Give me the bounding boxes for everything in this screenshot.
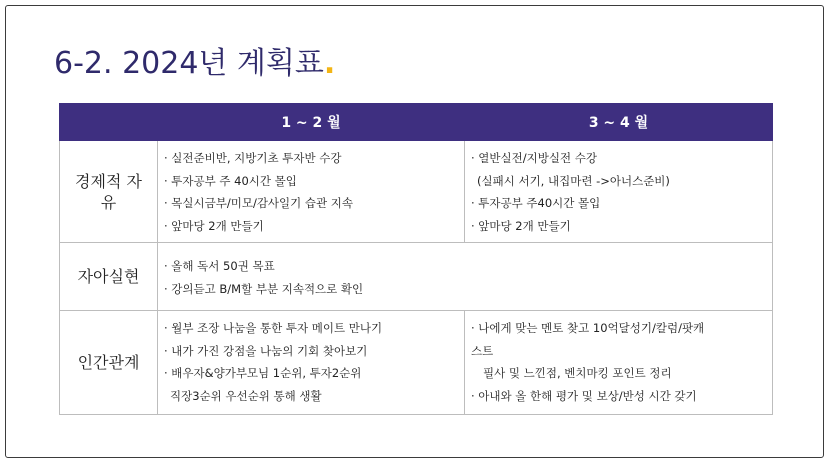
header-empty (60, 104, 158, 141)
list-item: · 앞마당 2개 만들기 (471, 218, 571, 233)
cell-economic-mar-apr (465, 141, 773, 243)
list-item: · 아내와 올 한해 평가 및 보상/반성 시간 갖기 (471, 388, 697, 403)
list-item: · 올해 독서 50권 목표 (164, 259, 275, 273)
list-item: · 목실시금부/미모/감사일기 습관 지속 (164, 196, 354, 210)
row-label-self-realization: 자아실현 (60, 243, 158, 311)
header-jan-feb: 1 ~ 2 월 (158, 104, 465, 141)
list-item: · 투자공부 주40시간 몰입 (471, 196, 601, 210)
title-accent-dot: . (323, 46, 336, 81)
table-row-relationships (60, 311, 773, 415)
list-item: · 내가 가진 강점을 나눔의 기회 찾아보기 (164, 343, 368, 358)
list-item: 직장3순위 우선순위 통해 생활 (170, 388, 322, 403)
page-title (54, 38, 335, 82)
cell-self-realization (158, 243, 773, 311)
table-row-self-realization (60, 243, 773, 311)
list-item: · 월부 조장 나눔을 통한 투자 메이트 만나기 (164, 321, 383, 335)
list-item: · 투자공부 주 40시간 몰입 (164, 173, 297, 188)
row-label-economic-freedom: 경제적 자유 (60, 141, 158, 243)
title-text: 6-2. 2024년 계획표 (54, 46, 324, 81)
list-item: · 강의듣고 B/M할 부분 지속적으로 확인 (164, 281, 364, 296)
cell-relationships-mar-apr (465, 311, 773, 415)
cell-relationships-jan-feb (158, 311, 465, 415)
row-label-relationships: 인간관계 (60, 311, 158, 415)
list-item: 필사 및 느낀점, 벤치마킹 포인트 정리 (483, 366, 672, 380)
list-item: · 앞마당 2개 만들기 (164, 218, 264, 233)
list-item: · 실전준비반, 지방기초 투자반 수강 (164, 151, 342, 165)
list-item: · 나에게 맞는 멘토 찾고 10억달성기/칼럼/팟캐 (471, 321, 705, 335)
plan-table (59, 103, 773, 415)
table-row-economic (60, 141, 773, 243)
list-item: · 배우자&양가부모님 1순위, 투자2순위 (164, 366, 362, 380)
list-item: · 열반실전/지방실전 수강 (471, 151, 597, 165)
header-mar-apr: 3 ~ 4 월 (465, 104, 773, 141)
table-header-row (60, 104, 773, 141)
cell-economic-jan-feb (158, 141, 465, 243)
list-item: 스트 (471, 343, 494, 358)
list-item: (실패시 서기, 내집마련 ->아너스준비) (477, 173, 670, 188)
